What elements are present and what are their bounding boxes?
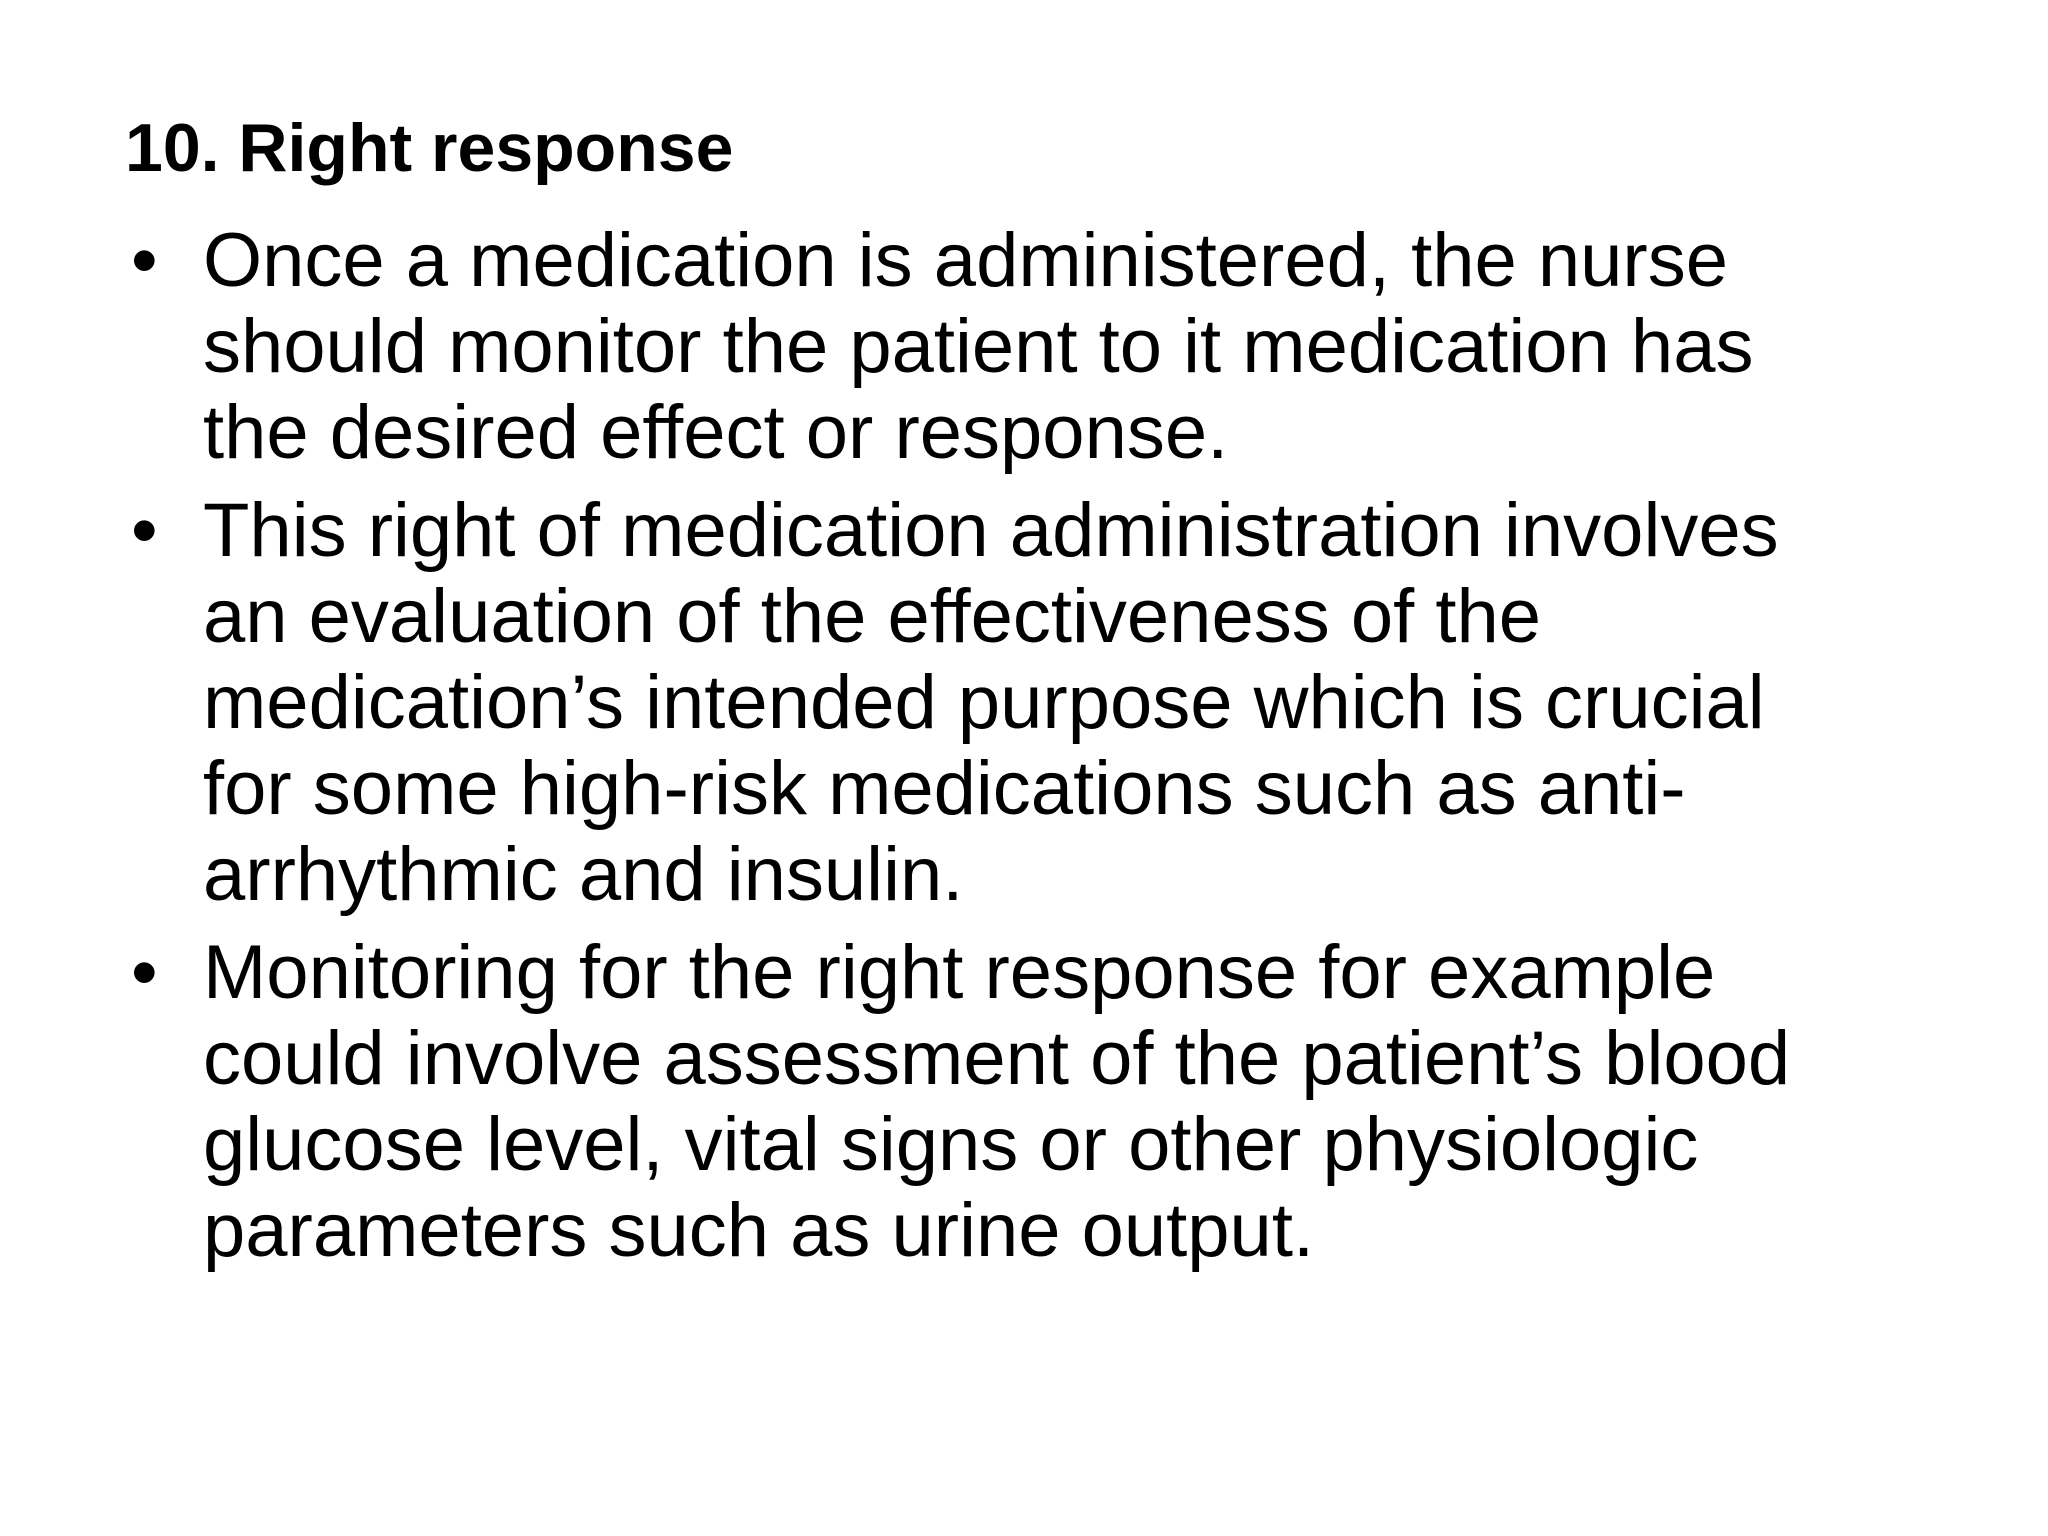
text-line: medication’s intended purpose which is crucial: [203, 660, 1765, 745]
bullet-list: [125, 218, 1955, 1274]
text-line: Monitoring for the right response for example: [203, 930, 1716, 1015]
bullet-icon: •: [131, 930, 158, 1015]
bullet-icon: •: [131, 488, 158, 573]
text-line: arrhythmic and insulin.: [203, 832, 964, 917]
text-line: Once a medication is administered, the nurse: [203, 218, 1729, 303]
bullet-text: [203, 488, 1955, 918]
bullet-item-1: [125, 218, 1955, 476]
bullet-text: [203, 930, 1955, 1274]
bullet-item-2: [125, 488, 1955, 918]
text-line: could involve assessment of the patient’s blood: [203, 1016, 1791, 1101]
text-line: This right of medication administration involves: [203, 488, 1779, 573]
text-line: for some high-risk medications such as anti-: [203, 746, 1686, 831]
text-line: the desired effect or response.: [203, 390, 1229, 475]
bullet-icon: •: [131, 218, 158, 303]
text-line: parameters such as urine output.: [203, 1188, 1315, 1273]
slide-title: 10. Right response: [125, 110, 734, 186]
text-line: an evaluation of the effectiveness of the: [203, 574, 1541, 659]
bullet-text: [203, 218, 1955, 476]
text-line: should monitor the patient to it medication has: [203, 304, 1754, 389]
text-line: glucose level, vital signs or other physiologic: [203, 1102, 1699, 1187]
bullet-item-3: [125, 930, 1955, 1274]
